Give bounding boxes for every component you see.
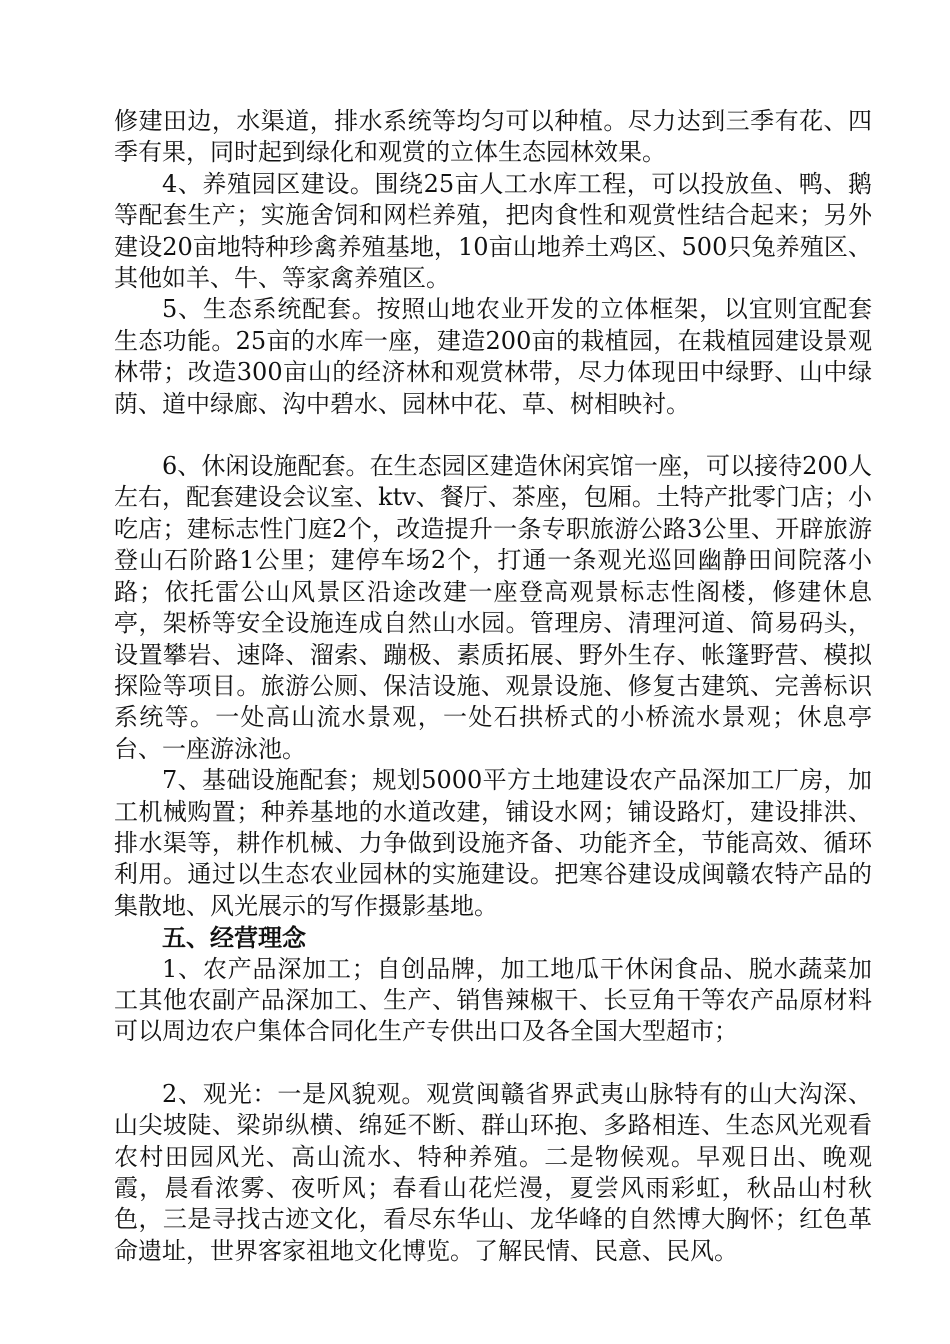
- paragraph-planting-continued: 修建田边，水渠道，排水系统等均匀可以种植。尽力达到三季有花、四季有果，同时起到绿化和观赏的立体生态园林效果。: [114, 107, 872, 167]
- paragraph-breeding-park: 4、养殖园区建设。围绕25亩人工水库工程，可以投放鱼、鸭、鹅等配套生产；实施舍饲和网栏养殖，把肉食性和观赏性结合起来；另外建设20亩地特种珍禽养殖基地，10亩山地养土鸡区、500只兔养殖区、其他如羊、牛、等家禽养殖区。: [114, 169, 872, 293]
- paragraph-leisure-facilities: 6、休闲设施配套。在生态园区建造休闲宾馆一座，可以接待200人左右，配套建设会议室、ktv、餐厅、茶座，包厢。土特产批零门店；小吃店；建标志性门庭2个，改造提升一条专职旅游公路3公里、开辟旅游登山石阶路1公里；建停车场2个，打通一条观光巡回幽静田间院落小路；依托雷公山风景区沿途改建一座登高观景标志性阁楼，修建休息亭，架桥等安全设施连成自然山水园。管理房、清理河道、简易码头，设置攀岩、速降、溜索、蹦极、素质拓展、野外生存、帐篷野营、模拟探险等项目。旅游公厕、保洁设施、观景设施、修复古建筑、完善标识系统等。一处高山流水景观，一处石拱桥式的小桥流水景观；休息亭台、一座游泳池。: [114, 452, 872, 763]
- paragraph-sightseeing: 2、观光：一是风貌观。观赏闽赣省界武夷山脉特有的山大沟深、山尖坡陡、梁峁纵横、绵延不断、群山环抱、多路相连、生态风光观看农村田园风光、高山流水、特种养殖。二是物候观。早观日出、晚观霞，晨看浓雾、夜听风；春看山花烂漫，夏尝风雨彩虹，秋品山村秋色，三是寻找古迹文化，看尽东华山、龙华峰的自然博大胸怀；红色革命遗址，世界客家祖地文化博览。了解民情、民意、民风。: [114, 1079, 872, 1265]
- paragraph-ecosystem: 5、生态系统配套。按照山地农业开发的立体框架，以宜则宜配套生态功能。25亩的水库一座，建造200亩的栽植园，在栽植园建设景观林带；改造300亩山的经济林和观赏林带，尽力体现田中绿野、山中绿荫、道中绿廊、沟中碧水、园林中花、草、树相映衬。: [114, 295, 872, 418]
- document-page: [114, 106, 872, 1267]
- section-heading-business-philosophy: 五、经营理念: [162, 923, 306, 953]
- paragraph-infrastructure: 7、基础设施配套；规划5000平方土地建设农产品深加工厂房，加工机械购置；种养基地的水道改建，铺设水网；铺设路灯，建设排洪、排水渠等，耕作机械、力争做到设施齐备、功能齐全，节能高效、循环利用。通过以生态农业园林的实施建设。把寒谷建设成闽赣农特产品的集散地、风光展示的写作摄影基地。: [114, 766, 872, 920]
- paragraph-deep-processing: 1、农产品深加工；自创品牌，加工地瓜干休闲食品、脱水蔬菜加工其他农副产品深加工、生产、销售辣椒干、长豆角干等农产品原材料可以周边农户集体合同化生产专供出口及各全国大型超市；: [114, 954, 872, 1046]
